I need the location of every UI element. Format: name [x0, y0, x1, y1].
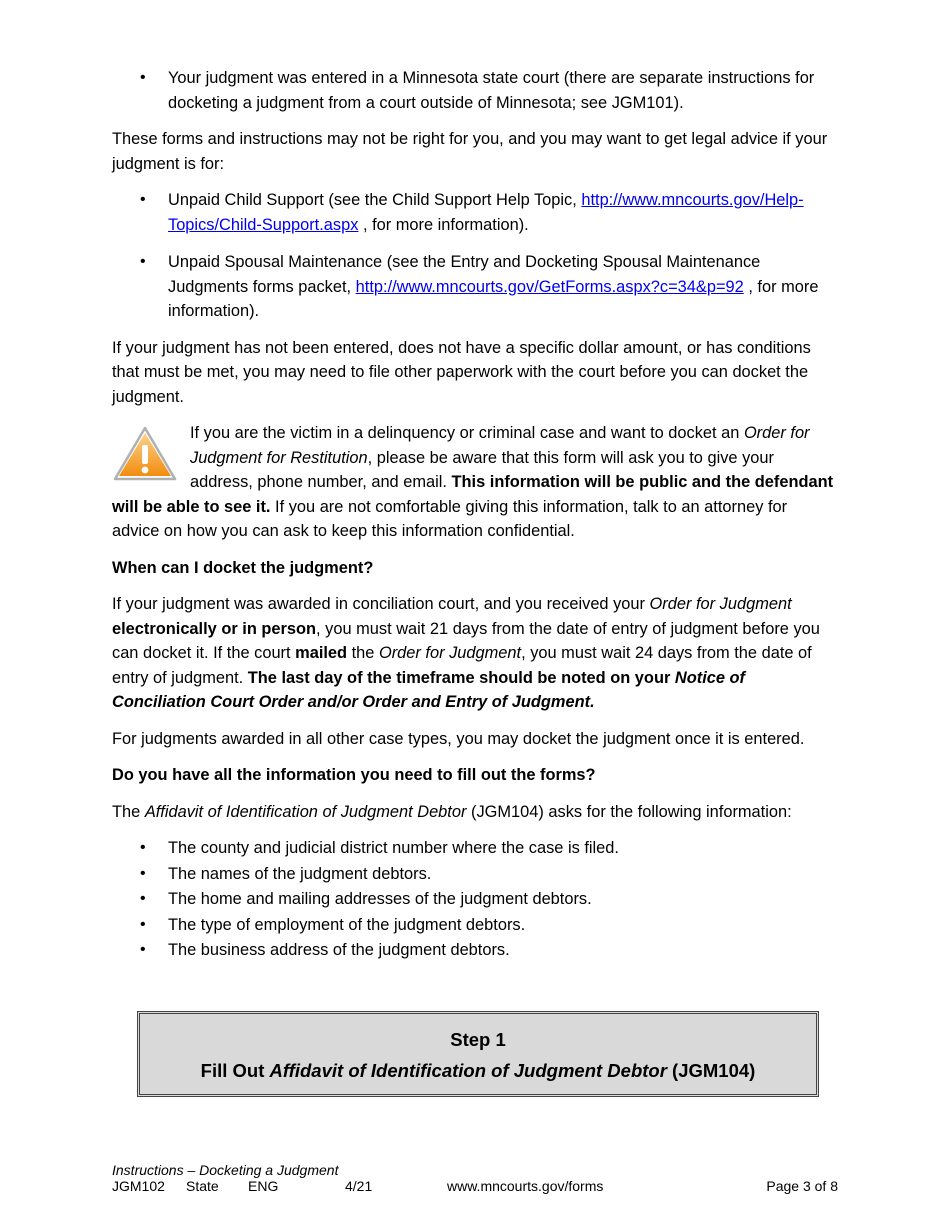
footer-date: 4/21 — [345, 1178, 373, 1194]
info-heading: Do you have all the information you need to fill out the forms? — [112, 766, 596, 784]
list-item: • The county and judicial district number where the case is filed. — [112, 836, 838, 861]
list-item: • The names of the judgment debtors. — [112, 862, 838, 887]
other-types-paragraph: For judgments awarded in all other case types, you may docket the judgment once it is entered. — [112, 729, 805, 748]
footer-form-code: JGM102 — [112, 1178, 165, 1194]
step-title: Fill Out Affidavit of Identification of Judgment Debtor (JGM104) — [200, 1059, 756, 1081]
not-right-paragraph: These forms and instructions may not be right for you, and you may want to get legal advice if your judgment is for: — [112, 130, 828, 173]
footer-language: ENG — [248, 1178, 279, 1194]
when-paragraph: If your judgment was awarded in conciliation court, and you received your Order for Judgment electronically or in person, you must wait 21 days from the date of entry of judgment before you can docket it. If the court mailed the Order for Judgment, you must wait 24 days from the date of entry of judgment. The last day of the timeframe should be noted on your Notice of Conciliation Court Order and/or Order and Entry of Judgment. — [112, 595, 820, 711]
list-item: • The type of employment of the judgment debtors. — [112, 913, 838, 938]
exceptions-list — [112, 188, 838, 324]
page-footer — [112, 1162, 838, 1196]
footer-row — [112, 1178, 838, 1196]
warning-block — [112, 421, 838, 544]
when-heading: When can I docket the judgment? — [112, 558, 374, 577]
warning-text: If you are the victim in a delinquency or criminal case and want to docket an Order for Judgment for Restitution, please be aware that this form will ask you to give your address, phone number, and email. This information will be public and the defendant will be able to see it. If you are not comfortable giving this information, talk to an attorney for advice on how you can ask to keep this information confidential. — [112, 424, 834, 540]
step-number: Step 1 — [450, 1028, 506, 1050]
warning-icon — [112, 425, 178, 483]
footer-url: www.mncourts.gov/forms — [447, 1178, 604, 1194]
page-content — [112, 66, 838, 1097]
step-box — [137, 1011, 819, 1097]
info-list — [112, 836, 838, 963]
affidavit-paragraph: The Affidavit of Identification of Judgment Debtor (JGM104) asks for the following information: — [112, 802, 792, 821]
list-item: • Your judgment was entered in a Minnesota state court (there are separate instructions for docketing a judgment from a court outside of Minnesota; see JGM101). — [112, 66, 838, 115]
child-support-link[interactable]: http://www.mncourts.gov/Help-Topics/Child-Support.aspx — [168, 191, 804, 234]
footer-state: State — [186, 1178, 219, 1194]
footer-page-number: Page 3 of 8 — [766, 1178, 838, 1194]
list-item-spousal-maintenance: • Unpaid Spousal Maintenance (see the Entry and Docketing Spousal Maintenance Judgments forms packet, http://www.mncourts.gov/GetForms.aspx?c=34&p=92 , for more information). — [112, 250, 838, 324]
list-item-child-support: • Unpaid Child Support (see the Child Support Help Topic, http://www.mncourts.gov/Help-Topics/Child-Support.aspx , for more information). — [112, 188, 838, 237]
list-item: • The business address of the judgment debtors. — [112, 938, 838, 963]
intro-list — [112, 66, 838, 115]
spousal-maintenance-link[interactable]: http://www.mncourts.gov/GetForms.aspx?c=34&p=92 — [355, 277, 744, 296]
not-entered-paragraph: If your judgment has not been entered, does not have a specific dollar amount, or has conditions that must be met, you may need to file other paperwork with the court before you can docket the judgment. — [112, 338, 811, 406]
footer-title: Instructions – Docketing a Judgment — [112, 1162, 339, 1178]
list-item: • The home and mailing addresses of the judgment debtors. — [112, 887, 838, 912]
